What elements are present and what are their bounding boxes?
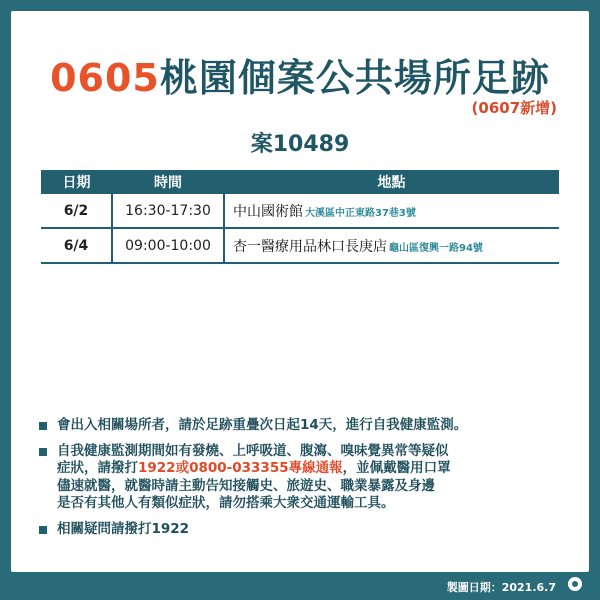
update-badge: (0607新增) bbox=[471, 99, 557, 117]
row-date: 6/2 bbox=[41, 194, 112, 228]
title-date-number: 0605 bbox=[50, 56, 160, 100]
row-date: 6/4 bbox=[41, 228, 112, 263]
table-row bbox=[41, 228, 559, 263]
note-text: 會出入相關場所者，請於足跡重疊次日起14天，進行自我健康監測。 bbox=[57, 417, 468, 433]
production-date: 製圖日期：2021.6.7 bbox=[446, 581, 556, 594]
government-seal-icon bbox=[566, 575, 584, 593]
note-line: 是否有其他人有類似症狀，請勿搭乘大衆交通運輸工具。 bbox=[57, 495, 395, 511]
page-title bbox=[11, 47, 589, 102]
row-place-cell bbox=[224, 194, 559, 228]
note-item bbox=[39, 443, 579, 513]
note-text: 相關疑問請撥打1922 bbox=[57, 520, 190, 537]
hotline-number: 1922或0800-033355專線通報 bbox=[138, 460, 343, 476]
title-text: 桃園個案公共場所足跡 bbox=[159, 56, 550, 100]
note-item bbox=[39, 417, 579, 435]
bullet-square-icon bbox=[39, 526, 47, 534]
row-place-cell bbox=[224, 228, 559, 263]
column-header-time: 時間 bbox=[112, 170, 224, 194]
row-place-name: 杏一醫療用品林口長庚店 bbox=[233, 238, 387, 255]
notes-list bbox=[39, 417, 579, 546]
row-time: 16:30-17:30 bbox=[112, 194, 224, 228]
bullet-square-icon bbox=[39, 448, 47, 456]
column-header-place: 地點 bbox=[224, 170, 559, 194]
row-place-address: 大溪區中正東路37巷3號 bbox=[305, 207, 416, 219]
row-place-address: 龜山區復興一路94號 bbox=[389, 242, 483, 254]
note-line: 自我健康監測期間如有發燒、上呼吸道、腹瀉、嗅味覺異常等疑似 bbox=[57, 442, 449, 459]
column-header-date: 日期 bbox=[41, 170, 112, 194]
locations-table bbox=[41, 170, 559, 264]
content-card bbox=[11, 11, 589, 572]
row-place-name: 中山國術館 bbox=[233, 203, 303, 220]
note-line: 儘速就醫，就醫時請主動告知接觸史、旅遊史、職業暴露及身邊 bbox=[57, 477, 435, 494]
note-item bbox=[39, 521, 579, 539]
bullet-square-icon bbox=[39, 422, 47, 430]
note-line: ，並佩戴醫用口罩 bbox=[342, 460, 451, 476]
table-header-row bbox=[41, 170, 559, 194]
note-line: 症狀，請撥打 bbox=[57, 460, 138, 476]
table-row bbox=[41, 194, 559, 228]
case-label: 案10489 bbox=[250, 132, 350, 157]
row-time: 09:00-10:00 bbox=[112, 228, 224, 263]
